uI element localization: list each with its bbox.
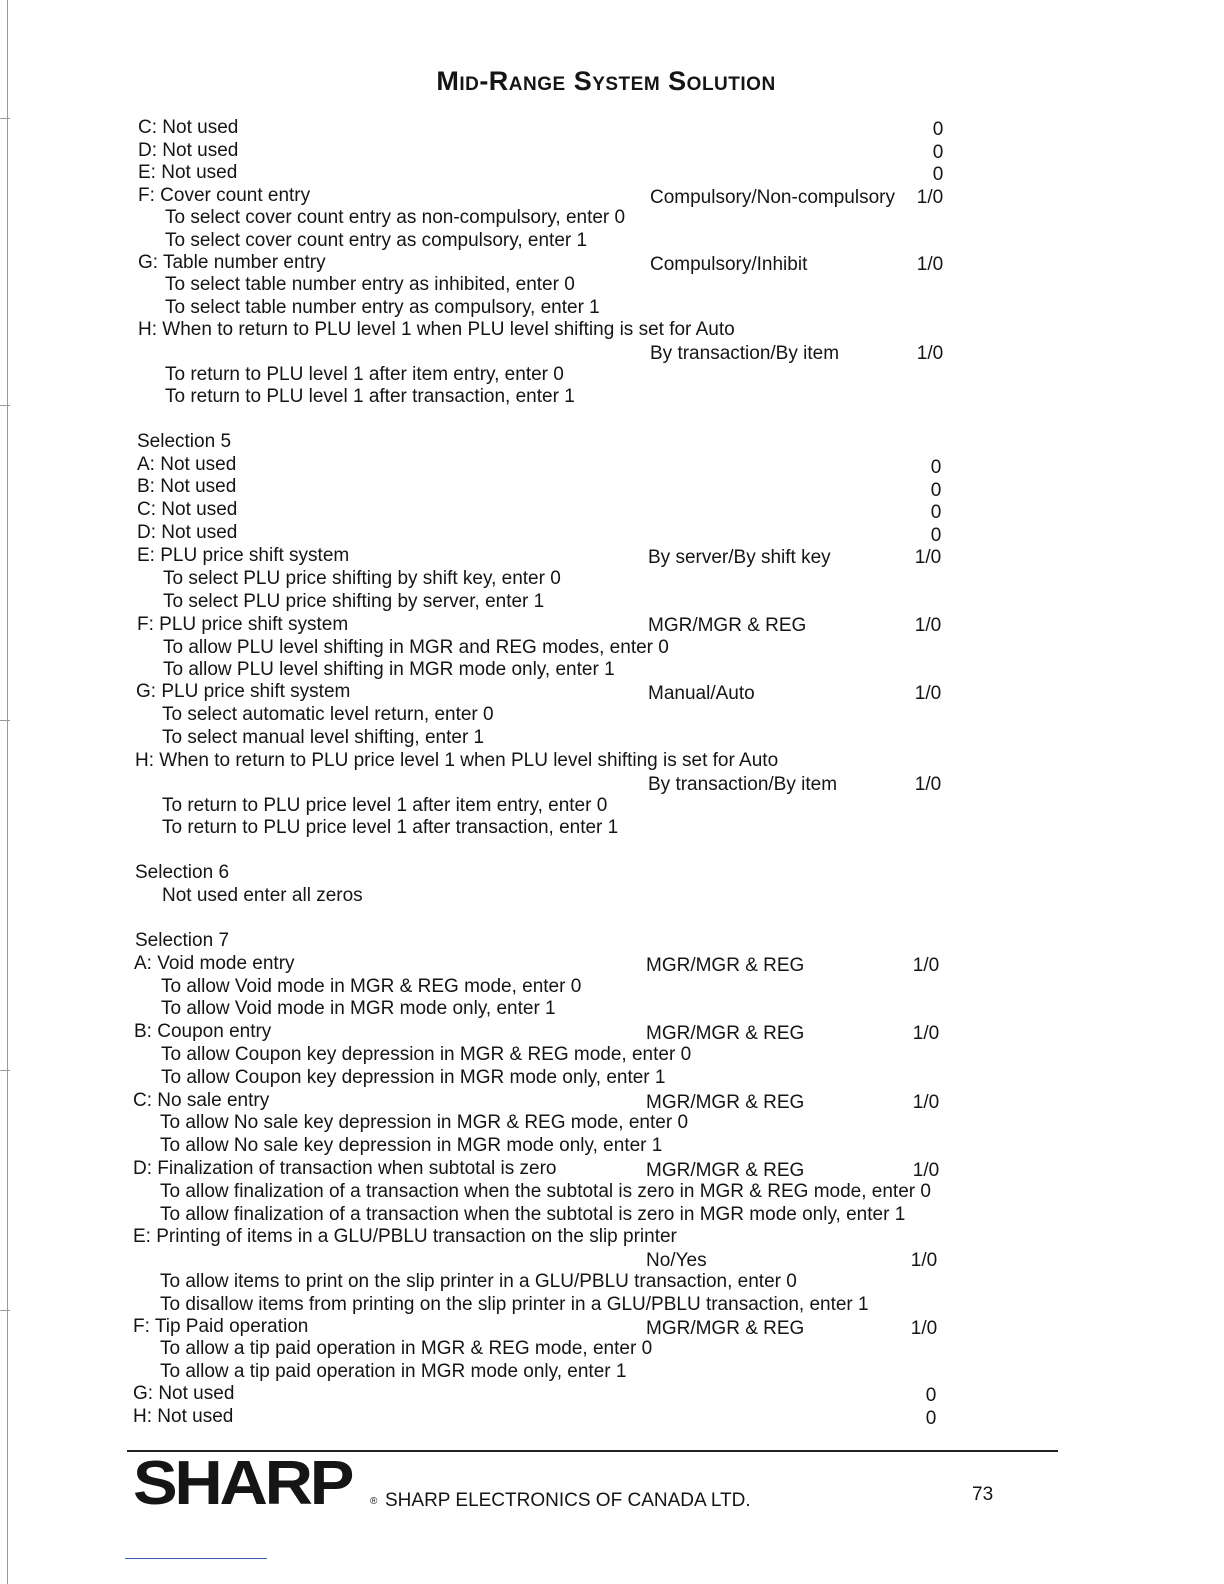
instruction-line: To select PLU price shifting by shift key, enter 0 xyxy=(163,568,561,589)
instruction-line: To allow Void mode in MGR mode only, enter 1 xyxy=(161,998,556,1019)
margin-tick xyxy=(0,720,10,721)
option-text: MGR/MGR & REG xyxy=(646,955,805,976)
item-line: A: Void mode entry xyxy=(134,953,295,974)
option-text: By transaction/By item xyxy=(648,774,838,795)
setting-value: 1/0 xyxy=(916,254,944,275)
instruction-line: To disallow items from printing on the slip printer in a GLU/PBLU transaction, enter 1 xyxy=(160,1294,869,1315)
item-line: B: Coupon entry xyxy=(134,1021,272,1042)
item-line: H: When to return to PLU level 1 when PLU level shifting is set for Auto xyxy=(138,319,735,340)
margin-tick xyxy=(0,1310,10,1311)
item-line: F: Cover count entry xyxy=(138,185,311,206)
instruction-line: To allow No sale key depression in MGR mode only, enter 1 xyxy=(160,1135,663,1156)
setting-value: 0 xyxy=(932,119,944,140)
company-name: SHARP ELECTRONICS OF CANADA LTD. xyxy=(385,1490,751,1511)
option-text: MGR/MGR & REG xyxy=(646,1160,805,1181)
instruction-line: Not used enter all zeros xyxy=(162,885,363,906)
page-number: 73 xyxy=(972,1484,994,1505)
instruction-line: To select table number entry as compulsory, enter 1 xyxy=(165,297,600,318)
setting-value: 1/0 xyxy=(916,187,944,208)
margin-tick xyxy=(0,405,10,406)
margin-line xyxy=(7,0,8,1584)
item-line: G: PLU price shift system xyxy=(136,681,351,702)
setting-value: 1/0 xyxy=(914,683,942,704)
instruction-line: To select automatic level return, enter 0 xyxy=(162,704,494,725)
instruction-line: To select PLU price shifting by server, enter 1 xyxy=(163,591,545,612)
setting-value: 1/0 xyxy=(912,1160,940,1181)
section-heading: Selection 6 xyxy=(135,862,230,883)
option-text: MGR/MGR & REG xyxy=(646,1092,805,1113)
item-line: C: Not used xyxy=(137,499,238,520)
instruction-line: To select cover count entry as non-compulsory, enter 0 xyxy=(165,207,626,228)
instruction-line: To select manual level shifting, enter 1 xyxy=(162,727,485,748)
instruction-line: To allow PLU level shifting in MGR and REG modes, enter 0 xyxy=(163,637,669,658)
setting-value: 0 xyxy=(932,164,944,185)
option-text: MGR/MGR & REG xyxy=(646,1318,805,1339)
setting-value: 0 xyxy=(930,502,942,523)
instruction-line: To select cover count entry as compulsory, enter 1 xyxy=(165,230,588,251)
item-line: E: PLU price shift system xyxy=(137,545,350,566)
setting-value: 0 xyxy=(925,1385,937,1406)
item-line: D: Not used xyxy=(138,140,239,161)
option-text: By server/By shift key xyxy=(648,547,831,568)
item-line: G: Table number entry xyxy=(138,252,326,273)
option-text: Compulsory/Inhibit xyxy=(650,254,808,275)
item-line: H: Not used xyxy=(133,1406,234,1427)
setting-value: 1/0 xyxy=(910,1250,938,1271)
instruction-line: To allow Coupon key depression in MGR mode only, enter 1 xyxy=(161,1067,666,1088)
instruction-line: To return to PLU level 1 after item entry, enter 0 xyxy=(165,364,564,385)
item-line: E: Not used xyxy=(138,162,238,183)
setting-value: 1/0 xyxy=(916,343,944,364)
registered-mark: ® xyxy=(370,1496,378,1507)
option-text: Compulsory/Non-compulsory xyxy=(650,187,895,208)
margin-tick xyxy=(0,118,10,119)
item-line: G: Not used xyxy=(133,1383,235,1404)
setting-value: 0 xyxy=(930,525,942,546)
setting-value: 1/0 xyxy=(912,1023,940,1044)
item-line: E: Printing of items in a GLU/PBLU transaction on the slip printer xyxy=(133,1226,677,1247)
instruction-line: To allow items to print on the slip printer in a GLU/PBLU transaction, enter 0 xyxy=(160,1271,797,1292)
instruction-line: To return to PLU level 1 after transaction, enter 1 xyxy=(165,386,575,407)
item-line: C: Not used xyxy=(138,117,239,138)
setting-value: 1/0 xyxy=(912,1092,940,1113)
instruction-line: To allow No sale key depression in MGR & REG mode, enter 0 xyxy=(160,1112,689,1133)
instruction-line: To return to PLU price level 1 after item entry, enter 0 xyxy=(162,795,608,816)
option-text: No/Yes xyxy=(646,1250,707,1271)
item-line: B: Not used xyxy=(137,476,237,497)
setting-value: 0 xyxy=(925,1408,937,1429)
instruction-line: To allow Void mode in MGR & REG mode, enter 0 xyxy=(161,976,582,997)
margin-tick xyxy=(0,1070,10,1071)
setting-value: 1/0 xyxy=(914,615,942,636)
page-title: Mid-Range System Solution xyxy=(436,66,776,96)
item-line: F: Tip Paid operation xyxy=(133,1316,309,1337)
section-heading: Selection 7 xyxy=(135,930,230,951)
instruction-line: To allow PLU level shifting in MGR mode only, enter 1 xyxy=(163,659,615,680)
option-text: MGR/MGR & REG xyxy=(646,1023,805,1044)
instruction-line: To select table number entry as inhibited, enter 0 xyxy=(165,274,575,295)
item-line: H: When to return to PLU price level 1 when PLU level shifting is set for Auto xyxy=(135,750,779,771)
setting-value: 1/0 xyxy=(914,774,942,795)
instruction-line: To allow a tip paid operation in MGR & REG mode, enter 0 xyxy=(160,1338,653,1359)
item-line: D: Not used xyxy=(137,522,238,543)
setting-value: 1/0 xyxy=(910,1318,938,1339)
setting-value: 0 xyxy=(930,457,942,478)
item-line: A: Not used xyxy=(137,454,237,475)
instruction-line: To allow Coupon key depression in MGR & REG mode, enter 0 xyxy=(161,1044,692,1065)
option-text: Manual/Auto xyxy=(648,683,755,704)
item-line: C: No sale entry xyxy=(133,1090,270,1111)
setting-value: 1/0 xyxy=(912,955,940,976)
option-text: MGR/MGR & REG xyxy=(648,615,807,636)
instruction-line: To allow finalization of a transaction when the subtotal is zero in MGR mode only, enter 1 xyxy=(160,1204,906,1225)
instruction-line: To return to PLU price level 1 after transaction, enter 1 xyxy=(162,817,619,838)
item-line: F: PLU price shift system xyxy=(137,614,349,635)
sharp-logo: SHARP xyxy=(133,1449,352,1518)
instruction-line: To allow finalization of a transaction when the subtotal is zero in MGR & REG mode, enter 0 xyxy=(160,1181,931,1202)
section-heading: Selection 5 xyxy=(137,431,232,452)
setting-value: 0 xyxy=(930,480,942,501)
instruction-line: To allow a tip paid operation in MGR mode only, enter 1 xyxy=(160,1361,627,1382)
setting-value: 1/0 xyxy=(914,547,942,568)
setting-value: 0 xyxy=(932,142,944,163)
item-line: D: Finalization of transaction when subtotal is zero xyxy=(133,1158,557,1179)
option-text: By transaction/By item xyxy=(650,343,840,364)
bottom-rule xyxy=(125,1558,267,1559)
